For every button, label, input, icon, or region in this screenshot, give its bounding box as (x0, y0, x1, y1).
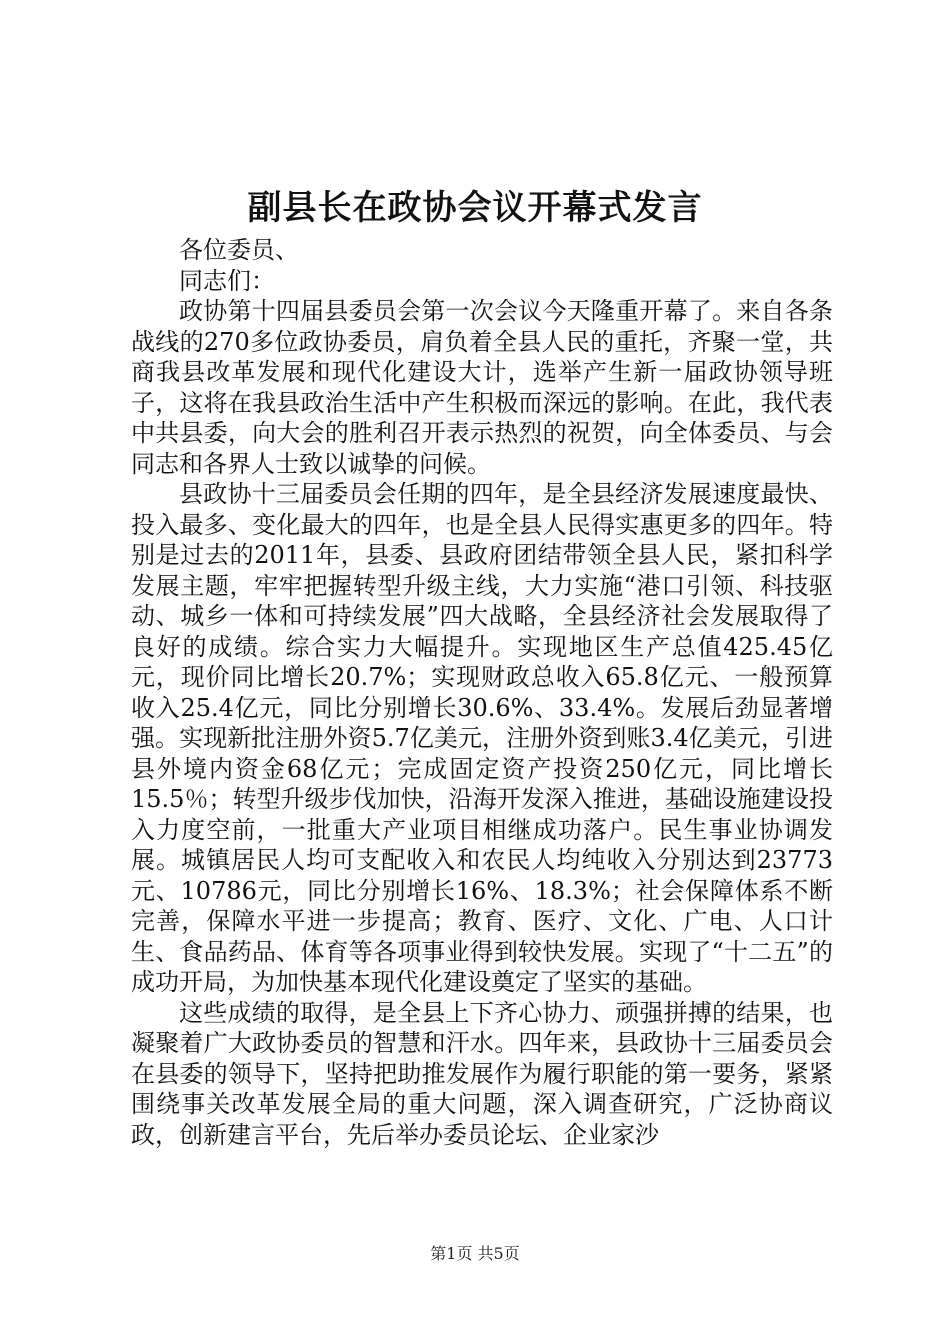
document-title: 副县长在政协会议开幕式发言 (247, 188, 703, 228)
paragraph-2: 县政协十三届委员会任期的四年，是全县经济发展速度最快、投入最多、变化最大的四年，也是全县人民得实惠更多的四年。特别是过去的2011年，县委、县政府团结带领全县人民，紧扣科学发展主题，牢牢把握转型升级主线，大力实施“港口引领、科技驱动、城乡一体和可持续发展”四大战略，全县经济社会发展取得了良好的成绩。综合实力大幅提升。实现地区生产总值425.45亿元，现价同比增长20.7%；实现财政总收入65.8亿元、一般预算收入25.4亿元，同比分别增长30.6%、33.4%。发展后劲显著增强。实现新批注册外资5.7亿美元，注册外资到账3.4亿美元，引进县外境内资金68亿元；完成固定资产投资250亿元，同比增长15.5％；转型升级步伐加快，沿海开发深入推进，基础设施建设投入力度空前，一批重大产业项目相继成功落户。民生事业协调发展。城镇居民人均可支配收入和农民人均纯收入分别达到23773元、10786元，同比分别增长16%、18.3%；社会保障体系不断完善，保障水平进一步提高；教育、医疗、文化、广电、人口计生、食品药品、体育等各项事业得到较快发展。实现了“十二五”的成功开局，为加快基本现代化建设奠定了坚实的基础。 (131, 480, 833, 996)
paragraph-3: 这些成绩的取得，是全县上下齐心协力、顽强拼搏的结果，也凝聚着广大政协委员的智慧和汗水。四年来，县政协十三届委员会在县委的领导下，坚持把助推发展作为履行职能的第一要务，紧紧围绕事关改革发展全局的重大问题，深入调查研究，广泛协商议政，创新建言平台，先后举办委员论坛、企业家沙 (131, 998, 833, 1149)
page-number-footer: 第1页 共5页 (430, 1244, 520, 1263)
paragraph-1: 政协第十四届县委员会第一次会议今天隆重开幕了。来自各条战线的270多位政协委员，肩负着全县人民的重托，齐聚一堂，共商我县改革发展和现代化建设大计，选举产生新一届政协领导班子，这将在我县政治生活中产生积极而深远的影响。在此，我代表中共县委，向大会的胜利召开表示热烈的祝贺，向全体委员、与会同志和各界人士致以诚挚的问候。 (131, 297, 833, 478)
salutation-line-1: 各位委员、 (179, 236, 299, 264)
document-body (131, 235, 833, 1150)
salutation-line-2: 同志们： (179, 266, 275, 295)
